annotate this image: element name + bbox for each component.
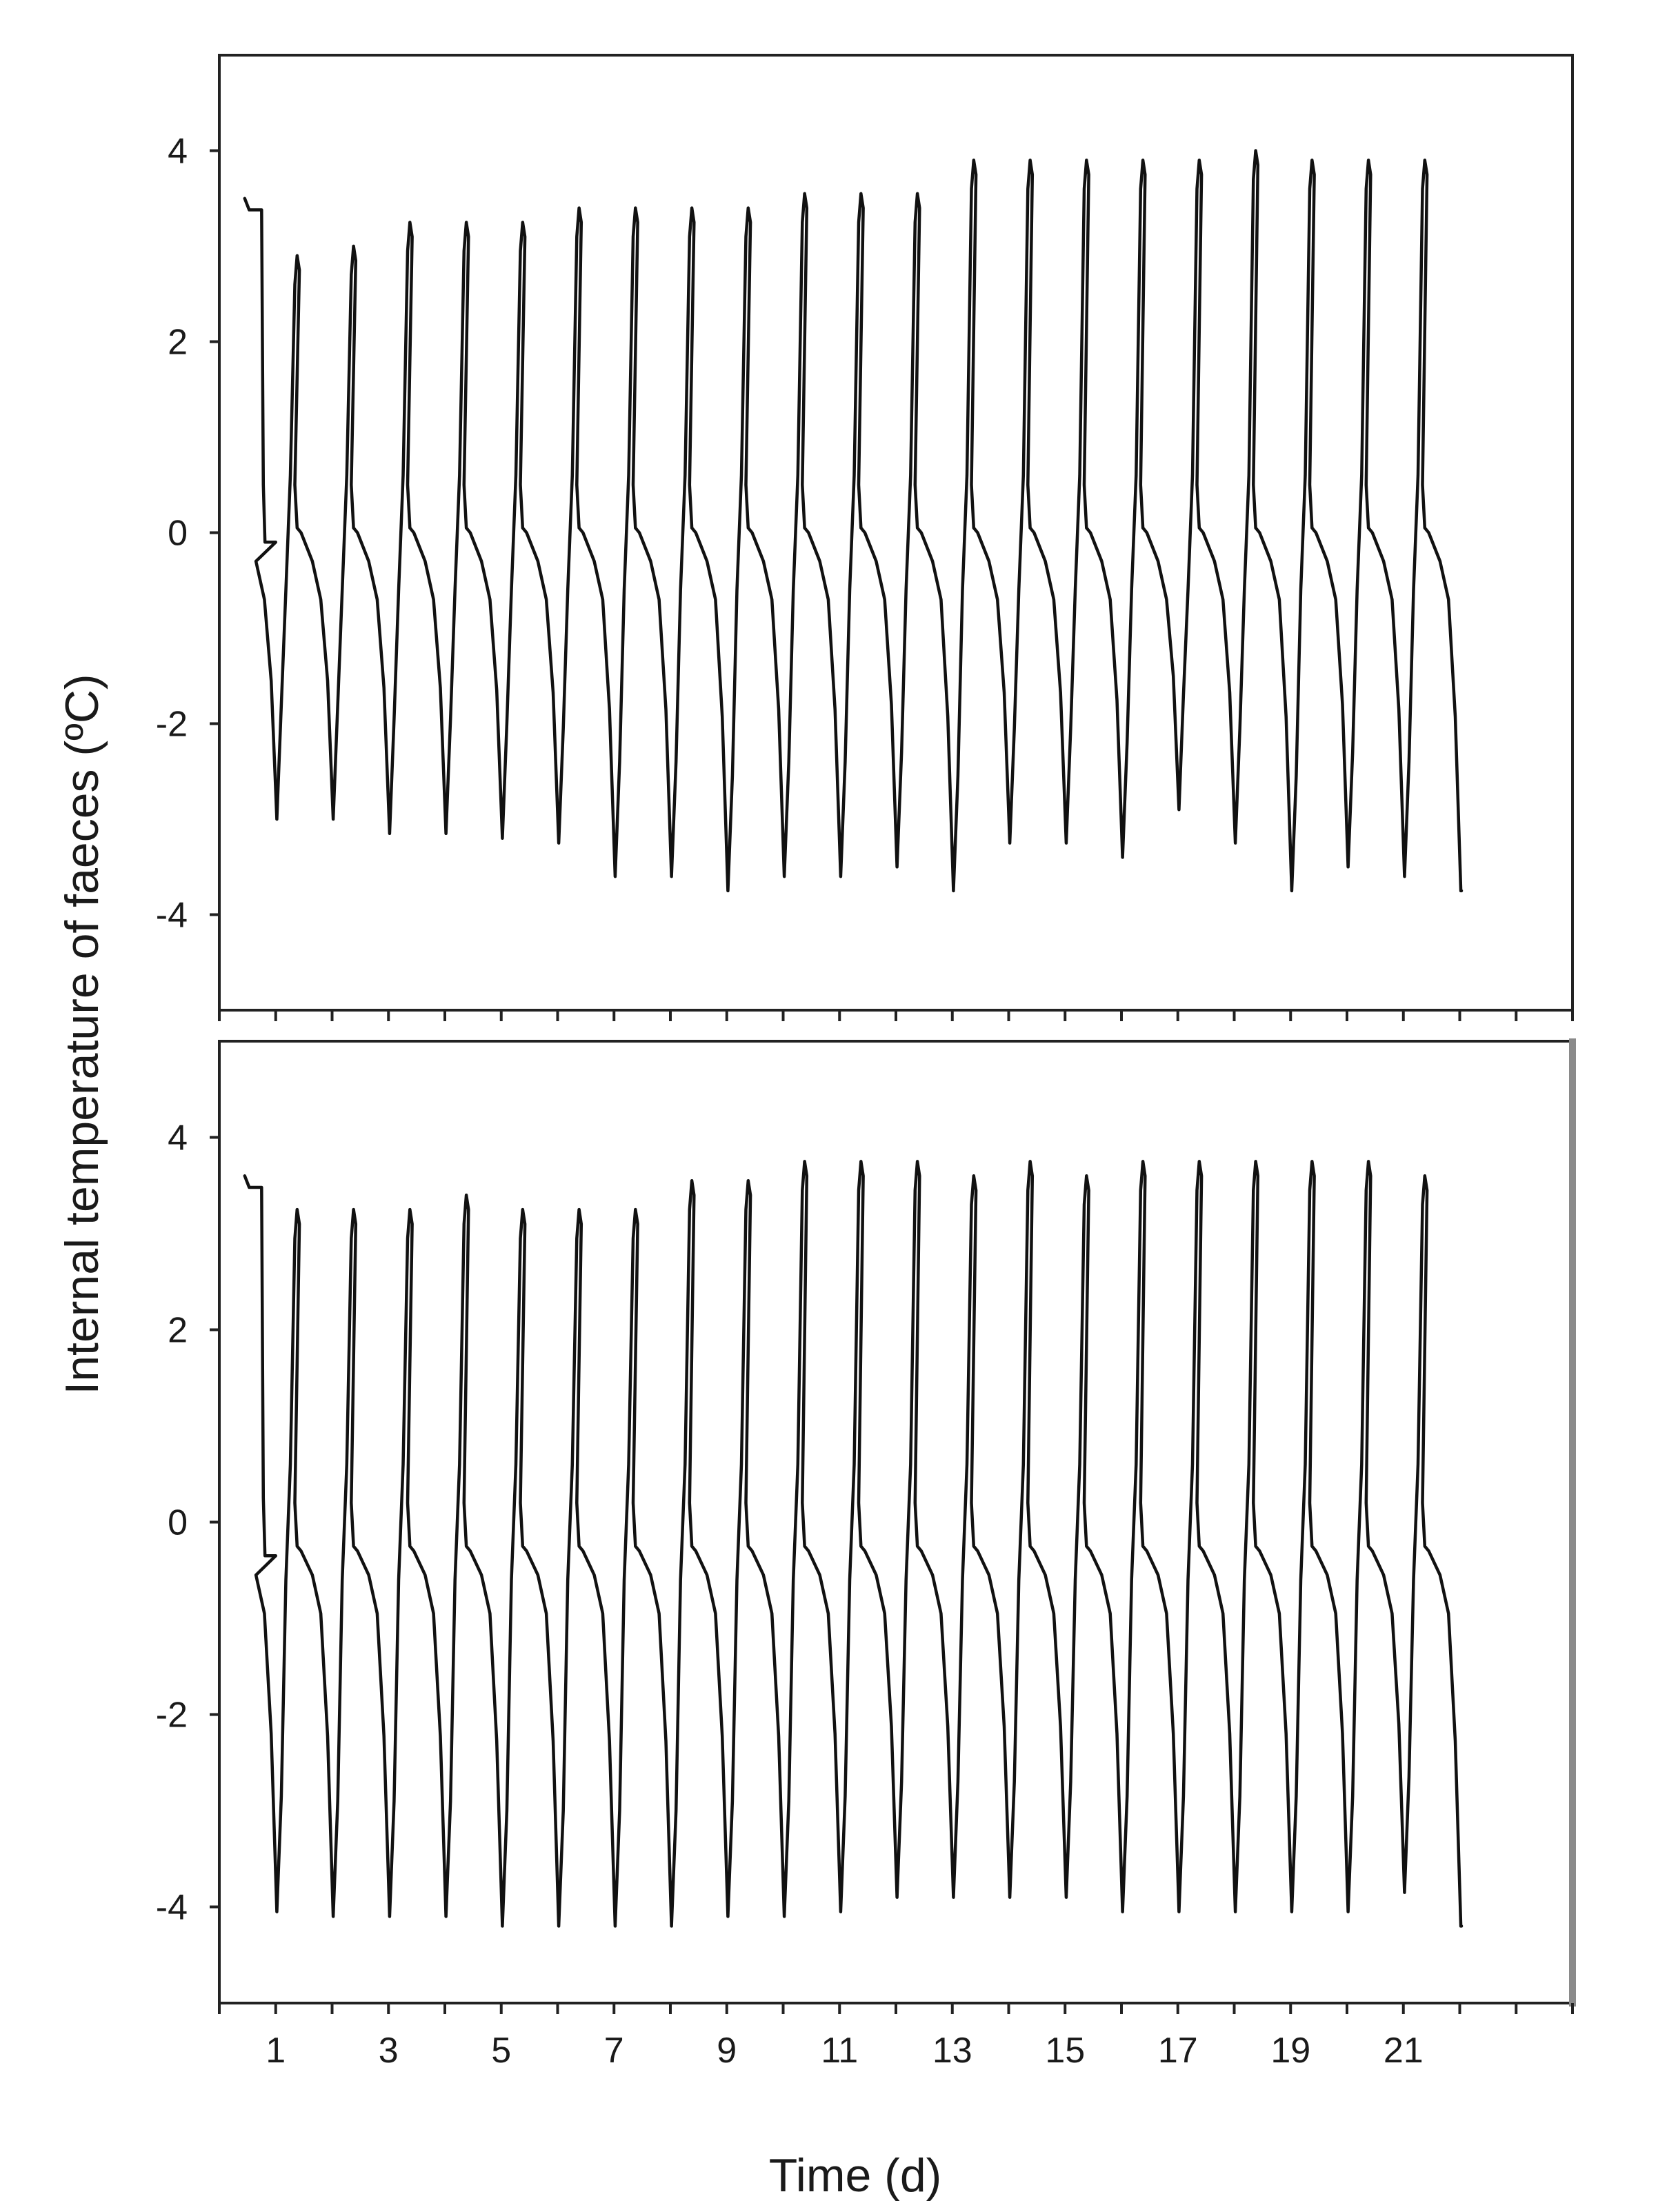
top-y-tick-label: 4 (168, 131, 188, 172)
panel-bottom-x-axis (219, 2003, 1573, 2071)
top-y-tick-label: -2 (155, 704, 188, 745)
bottom-x-tick-label: 11 (821, 2031, 859, 2071)
panel-top-x-axis (219, 1010, 1573, 1021)
bottom-y-tick-label: -2 (155, 1695, 188, 1736)
bottom-y-tick-label: -4 (155, 1887, 188, 1928)
bottom-x-tick-label: 13 (932, 2031, 972, 2071)
x-axis-title: Time (d) (768, 2149, 942, 2202)
bottom-x-tick-label: 17 (1157, 2031, 1198, 2071)
panel-bottom-y-axis (156, 1118, 219, 1928)
bottom-x-tick-label: 21 (1383, 2031, 1424, 2071)
panel-bottom-series-line (245, 1161, 1461, 1926)
bottom-x-tick-label: 1 (266, 2031, 286, 2071)
bottom-y-tick-label: 4 (168, 1118, 188, 1158)
top-y-tick-label: -4 (155, 895, 188, 936)
panel-bottom (156, 1038, 1573, 2071)
bottom-x-tick-label: 19 (1270, 2031, 1311, 2071)
bottom-y-tick-label: 0 (168, 1502, 188, 1543)
bottom-x-tick-label: 9 (717, 2031, 737, 2071)
top-y-tick-label: 0 (168, 513, 188, 554)
y-axis-title: Internal temperature of faeces (ºC) (56, 674, 108, 1395)
panel-top-y-axis (156, 132, 219, 936)
bottom-x-tick-label: 7 (603, 2031, 624, 2071)
bottom-x-tick-label: 3 (378, 2031, 399, 2071)
panel-top-series-line (245, 151, 1461, 891)
bottom-x-tick-label: 5 (491, 2031, 512, 2071)
panel-top (156, 55, 1573, 1021)
bottom-x-tick-label: 15 (1045, 2031, 1086, 2071)
bottom-y-tick-label: 2 (168, 1310, 188, 1351)
top-y-tick-label: 2 (168, 322, 188, 363)
